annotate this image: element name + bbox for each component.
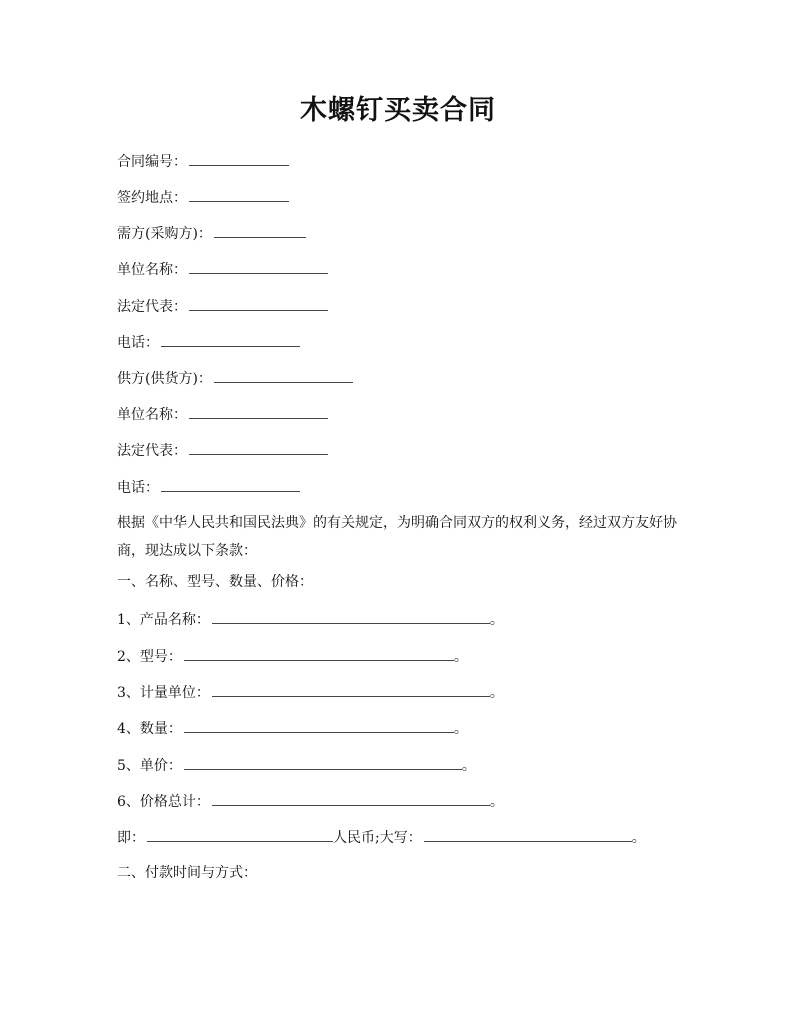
item-5-blank[interactable] (184, 755, 462, 770)
buyer-unit-line (117, 259, 328, 280)
item-5-line (117, 755, 476, 776)
item-4-label: 4、数量： (117, 721, 182, 737)
buyer-phone-blank[interactable] (161, 332, 300, 347)
contract-number-label: 合同编号： (117, 154, 187, 170)
buyer-phone-label: 电话： (117, 335, 159, 351)
item-1-period: 。 (489, 612, 504, 628)
total-line (117, 827, 646, 848)
item-2-blank[interactable] (184, 646, 454, 661)
item-2-line (117, 646, 468, 667)
seller-rep-line (117, 440, 328, 461)
total-amount-blank[interactable] (147, 827, 333, 842)
buyer-label: 需方(采购方)： (117, 226, 212, 242)
sign-place-blank[interactable] (189, 187, 289, 202)
item-6-line (117, 791, 504, 812)
item-3-label: 3、计量单位： (117, 685, 210, 701)
seller-label: 供方(供货方)： (117, 371, 212, 387)
item-2-period: 。 (453, 649, 468, 665)
item-2-label: 2、型号： (117, 649, 182, 665)
item-3-period: 。 (489, 685, 504, 701)
item-1-blank[interactable] (212, 609, 490, 624)
buyer-line (117, 223, 306, 244)
seller-unit-line (117, 404, 328, 425)
item-6-blank[interactable] (212, 791, 490, 806)
seller-unit-label: 单位名称： (117, 407, 187, 423)
buyer-unit-label: 单位名称： (117, 262, 187, 278)
seller-rep-label: 法定代表： (117, 443, 187, 459)
seller-blank[interactable] (214, 368, 353, 383)
total-words-label: 人民币;大写： (333, 830, 422, 846)
total-words-blank[interactable] (424, 827, 632, 842)
contract-number-blank[interactable] (189, 151, 289, 166)
seller-phone-label: 电话： (117, 480, 159, 496)
seller-phone-blank[interactable] (161, 477, 300, 492)
buyer-phone-line (117, 332, 300, 353)
item-4-blank[interactable] (184, 718, 454, 733)
item-1-line (117, 609, 504, 630)
contract-number-line (117, 151, 289, 172)
sign-place-label: 签约地点： (117, 190, 187, 206)
sign-place-line (117, 187, 289, 208)
item-3-blank[interactable] (212, 682, 490, 697)
buyer-rep-label: 法定代表： (117, 299, 187, 315)
seller-line (117, 368, 353, 389)
seller-rep-blank[interactable] (189, 440, 328, 455)
intro-paragraph: 根据《中华人民共和国民法典》的有关规定，为明确合同双方的权利义务，经过双方友好协商，现达成以下条款： (117, 515, 677, 559)
item-4-line (117, 718, 468, 739)
item-5-period: 。 (461, 758, 476, 774)
item-3-line (117, 682, 504, 703)
item-4-period: 。 (453, 721, 468, 737)
item-6-period: 。 (489, 794, 504, 810)
item-6-label: 6、价格总计： (117, 794, 210, 810)
document-title: 木螺钉买卖合同 (300, 95, 496, 126)
total-prefix: 即： (117, 830, 145, 846)
buyer-unit-blank[interactable] (189, 259, 328, 274)
section-1-heading: 一、名称、型号、数量、价格： (117, 574, 313, 590)
section-2-heading: 二、付款时间与方式： (117, 865, 257, 881)
buyer-rep-line (117, 296, 328, 317)
item-1-label: 1、产品名称： (117, 612, 210, 628)
buyer-blank[interactable] (214, 223, 306, 238)
buyer-rep-blank[interactable] (189, 296, 328, 311)
item-5-label: 5、单价： (117, 758, 182, 774)
seller-unit-blank[interactable] (189, 404, 328, 419)
total-period: 。 (631, 830, 646, 846)
seller-phone-line (117, 477, 300, 498)
